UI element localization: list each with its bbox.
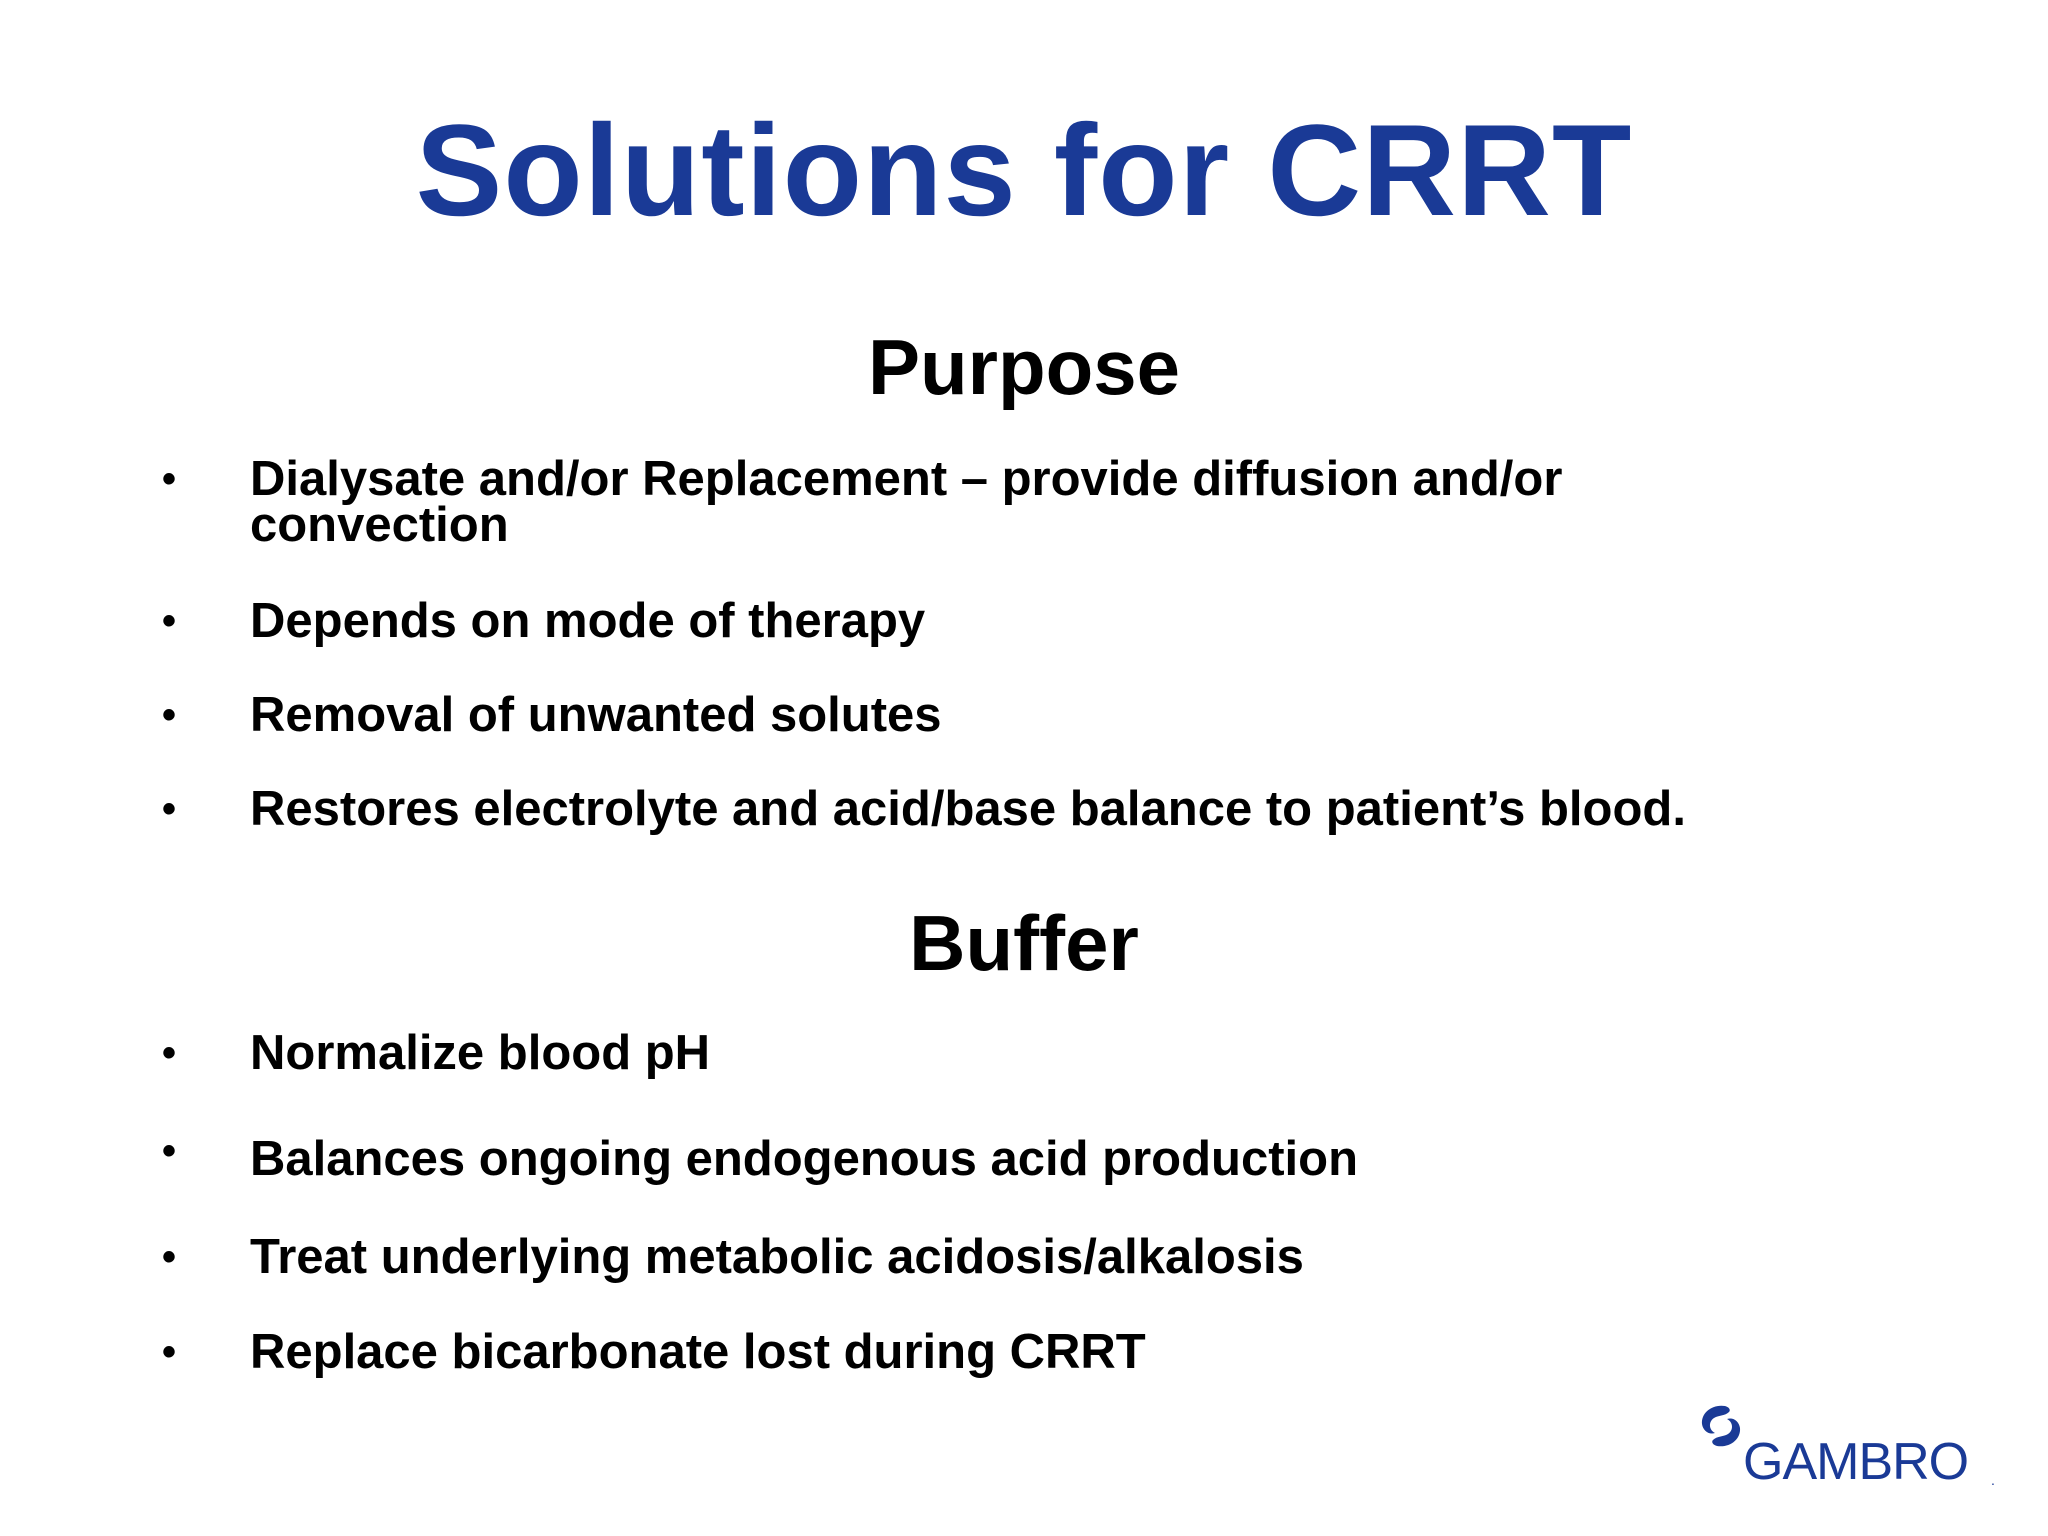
logo-trademark: . xyxy=(1991,1472,1995,1488)
bullet-icon: • xyxy=(162,1330,177,1374)
bullet-icon: • xyxy=(162,1031,177,1075)
purpose-bullet-text: Restores electrolyte and acid/base balance to patient’s blood. xyxy=(250,782,1686,836)
bullet-icon: • xyxy=(162,787,177,831)
buffer-bullet-text: Normalize blood pH xyxy=(250,1026,711,1080)
gambro-swirl-icon xyxy=(1695,1400,1747,1452)
bullet-icon: • xyxy=(162,1129,177,1173)
purpose-bullet-text: Depends on mode of therapy xyxy=(250,594,926,648)
buffer-bullet-text: Treat underlying metabolic acidosis/alkalosis xyxy=(250,1230,1304,1284)
purpose-bullet-text: Removal of unwanted solutes xyxy=(250,688,942,742)
bullet-icon: • xyxy=(162,1235,177,1279)
gambro-logo xyxy=(1695,1400,2015,1490)
bullet-icon: • xyxy=(162,457,177,501)
slide-title: Solutions for CRRT xyxy=(415,97,1633,243)
buffer-bullet-text: Replace bicarbonate lost during CRRT xyxy=(250,1325,1146,1379)
logo-text: GAMBRO xyxy=(1743,1433,1969,1491)
bullet-icon: • xyxy=(162,693,177,737)
buffer-heading: Buffer xyxy=(909,899,1139,987)
purpose-bullet-text: Dialysate and/or Replacement – provide diffusion and/or convection xyxy=(250,452,1563,552)
buffer-bullet-text: Balances ongoing endogenous acid production xyxy=(250,1132,1359,1186)
bullet-icon: • xyxy=(162,599,177,643)
purpose-heading: Purpose xyxy=(867,323,1181,411)
